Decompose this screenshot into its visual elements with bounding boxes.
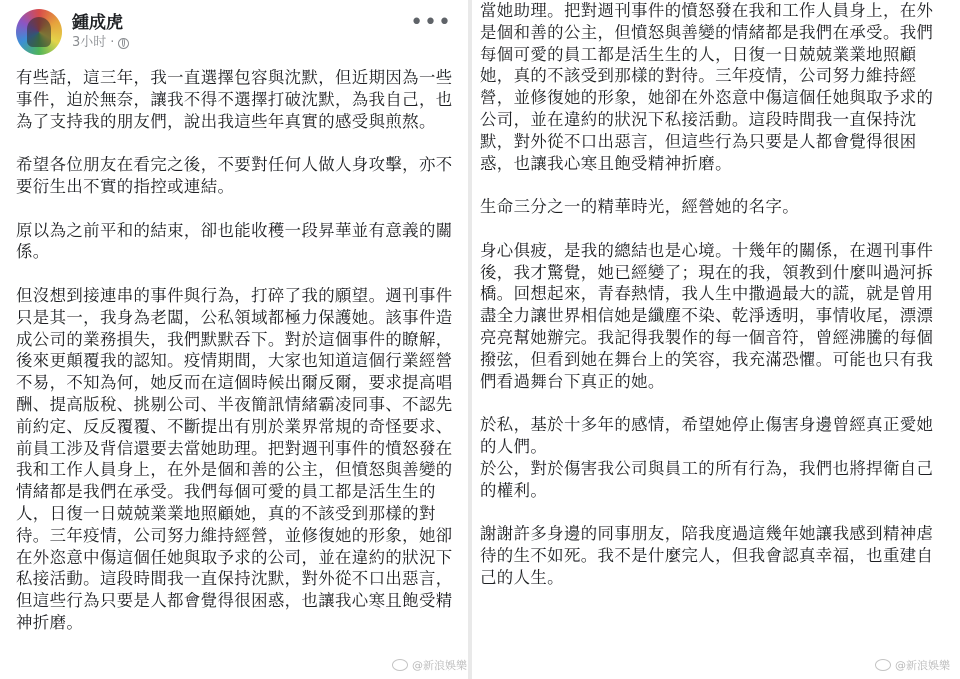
- post-paragraph: 於私，基於十多年的感情，希望她停止傷害身邊曾經真正愛她的人們。 於公，對於傷害我公司與員工的所有行為，我們也將捍衛自己的權利。: [480, 415, 934, 500]
- left-screenshot-panel: [0, 0, 470, 679]
- watermark-text: @新浪娛樂: [895, 659, 950, 672]
- post-header: [16, 0, 454, 64]
- watermark-right: [875, 657, 950, 673]
- post-paragraph: 希望各位朋友在看完之後，不要對任何人做人身攻擊，亦不要衍生出不實的指控或連結。: [16, 155, 453, 196]
- post-paragraph: 生命三分之一的精華時光，經營她的名字。: [480, 197, 800, 217]
- right-screenshot-panel: [472, 0, 960, 679]
- post-meta: [72, 34, 129, 52]
- post-body-right: [480, 0, 946, 589]
- post-paragraph: 謝謝許多身邊的同事朋友，陪我度過這幾年她讓我感到精神虐待的生不如死。我不是什麼完人，但我會認真幸福，也重建自己的人生。: [480, 524, 934, 587]
- author-block: [72, 12, 129, 52]
- globe-icon: [118, 38, 129, 49]
- post-paragraph: 當她助理。把對週刊事件的憤怒發在我和工作人員身上，在外是個和善的公主，但憤怒與善變的情緒都是我們在承受。我們每個可愛的員工都是活生生的人，日復一日兢兢業業地照顧她，真的不該受到那樣的對待。三年疫情，公司努力維持經營，並修復她的形象，她卻在外恣意中傷這個任她與取予求的公司，並在違約的狀況下私接活動。這段時間我一直保持沈默，對外從不口出惡言，但這些行為只要是人都會覺得很困惑，也讓我心寒且飽受精神折磨。: [480, 1, 934, 173]
- watermark-text: @新浪娛樂: [412, 659, 467, 672]
- post-timestamp[interactable]: 3小时: [72, 35, 107, 50]
- author-avatar[interactable]: [16, 9, 62, 55]
- more-horizontal-icon[interactable]: •••: [410, 10, 452, 35]
- post-body-left: [16, 67, 454, 634]
- post-paragraph: 身心俱疲，是我的總結也是心境。十幾年的關係，在週刊事件後，我才驚覺，她已經變了；現在的我，領教到什麼叫過河拆橋。回想起來，青春熱情，我人生中撒過最大的謊，就是曾用盡全力讓世界相信她是纖塵不染、乾淨透明，事情收尾，漂漂亮亮幫她辦完。我記得我製作的每一個音符，曾經沸騰的每個撥弦，但看到她在舞台上的笑容，我充滿恐懼。可能也只有我們看過舞台下真正的她。: [480, 240, 934, 391]
- author-name[interactable]: 鍾成虎: [72, 13, 123, 33]
- post-paragraph: 原以為之前平和的結束，卻也能收穫一段昇華並有意義的關係。: [16, 220, 453, 262]
- watermark-left: [392, 657, 467, 673]
- dot-separator: ·: [110, 35, 115, 50]
- post-paragraph: 有些話，這三年，我一直選擇包容與沈默，但近期因為一些事件，迫於無奈，讓我不得不選擇打破沈默，為我自己，也為了支持我的朋友們，說出我這些年真實的感受與煎熬。: [16, 68, 453, 131]
- weibo-icon: [392, 659, 408, 671]
- weibo-icon: [875, 659, 891, 671]
- post-paragraph: 但沒想到接連串的事件與行為，打碎了我的願望。週刊事件只是其一，我身為老闆，公私領域都極力保護她。該事件造成公司的業務損失，我們默默吞下。對於這個事件的瞭解，後來更顛覆我的認知。疫情期間，大家也知道這個行業經營不易，不知為何，她反而在這個時候出爾反爾，要求提高唱酬、提高版稅、挑剔公司、半夜簡訊情緒霸凌同事、不認先前約定、反反覆覆、不斷提出有別於業界常規的奇怪要求、前員工涉及背信還要去當她助理。把對週刊事件的憤怒發在我和工作人員身上，在外是個和善的公主，但憤怒與善變的情緒都是我們在承受。我們每個可愛的員工都是活生生的人，日復一日兢兢業業地照顧她，真的不該受到那樣的對待。三年疫情，公司努力維持經營，並修復她的形象，她卻在外恣意中傷這個任她與取予求的公司，並在違約的狀況下私接活動。這段時間我一直保持沈默，對外從不口出惡言，但這些行為只要是人都會覺得很困惑，也讓我心寒且飽受精神折磨。: [16, 285, 453, 632]
